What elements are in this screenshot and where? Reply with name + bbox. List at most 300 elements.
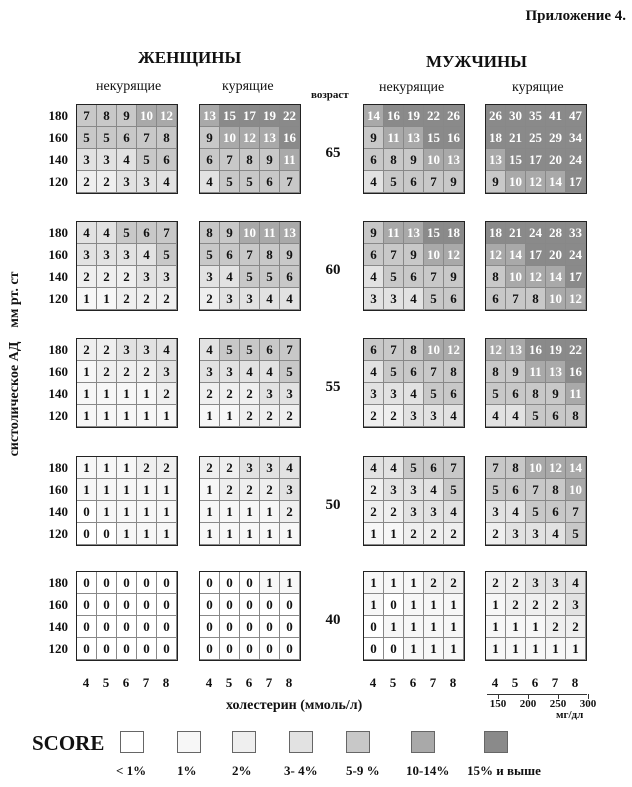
risk-cell: 4 xyxy=(200,171,220,193)
risk-cell: 0 xyxy=(77,594,97,616)
risk-cell: 8 xyxy=(260,244,280,266)
risk-cell: 10 xyxy=(526,457,546,479)
risk-cell: 2 xyxy=(384,405,404,427)
risk-cell: 1 xyxy=(77,405,97,427)
risk-cell: 0 xyxy=(97,594,117,616)
risk-cell: 1 xyxy=(220,523,240,545)
risk-cell: 2 xyxy=(137,361,157,383)
risk-cell: 0 xyxy=(157,616,177,638)
risk-cell: 6 xyxy=(364,339,384,361)
chol-mmol-label: 8 xyxy=(449,675,457,690)
risk-cell: 22 xyxy=(424,105,444,127)
risk-cell: 4 xyxy=(117,149,137,171)
risk-cell: 0 xyxy=(117,572,137,594)
risk-cell: 6 xyxy=(137,222,157,244)
risk-cell: 25 xyxy=(526,127,546,149)
risk-cell: 10 xyxy=(220,127,240,149)
risk-cell: 2 xyxy=(486,523,506,545)
risk-cell: 8 xyxy=(526,288,546,310)
risk-cell: 15 xyxy=(424,222,444,244)
risk-cell: 12 xyxy=(444,339,464,361)
risk-cell: 0 xyxy=(157,638,177,660)
women-smoking-label: курящие xyxy=(222,79,274,94)
risk-cell: 21 xyxy=(506,127,526,149)
risk-cell: 10 xyxy=(566,479,586,501)
risk-cell: 8 xyxy=(384,149,404,171)
risk-cell: 11 xyxy=(260,222,280,244)
risk-cell: 1 xyxy=(280,523,300,545)
risk-cell: 11 xyxy=(280,149,300,171)
risk-cell: 1 xyxy=(137,479,157,501)
risk-cell: 29 xyxy=(546,127,566,149)
chol-mmol-label: 4 xyxy=(491,675,499,690)
risk-cell: 6 xyxy=(546,501,566,523)
risk-cell: 18 xyxy=(486,222,506,244)
risk-cell: 1 xyxy=(117,479,137,501)
risk-cell: 5 xyxy=(486,479,506,501)
bp-label: 140 xyxy=(48,152,68,167)
risk-cell: 0 xyxy=(280,594,300,616)
risk-cell: 0 xyxy=(364,616,384,638)
risk-cell: 1 xyxy=(97,288,117,310)
men-nonsmoking-grid xyxy=(363,571,465,661)
risk-cell: 10 xyxy=(240,222,260,244)
risk-cell: 1 xyxy=(364,572,384,594)
risk-cell: 1 xyxy=(77,479,97,501)
risk-cell: 0 xyxy=(77,616,97,638)
risk-cell: 1 xyxy=(117,523,137,545)
risk-cell: 8 xyxy=(200,222,220,244)
risk-cell: 14 xyxy=(566,457,586,479)
chol-mmol-label: 6 xyxy=(122,675,130,690)
risk-cell: 5 xyxy=(424,288,444,310)
risk-cell: 1 xyxy=(117,383,137,405)
risk-cell: 0 xyxy=(220,572,240,594)
risk-cell: 3 xyxy=(77,244,97,266)
legend-swatch xyxy=(177,731,201,753)
risk-cell: 10 xyxy=(424,339,444,361)
risk-cell: 7 xyxy=(280,171,300,193)
risk-cell: 4 xyxy=(404,288,424,310)
risk-cell: 24 xyxy=(566,244,586,266)
risk-cell: 3 xyxy=(364,288,384,310)
risk-cell: 2 xyxy=(424,572,444,594)
risk-cell: 13 xyxy=(486,149,506,171)
risk-cell: 8 xyxy=(506,457,526,479)
risk-cell: 0 xyxy=(77,501,97,523)
risk-cell: 4 xyxy=(566,572,586,594)
men-nonsmoking-grid xyxy=(363,221,465,311)
risk-cell: 1 xyxy=(220,405,240,427)
risk-cell: 24 xyxy=(526,222,546,244)
risk-cell: 20 xyxy=(546,149,566,171)
risk-cell: 0 xyxy=(364,638,384,660)
risk-cell: 3 xyxy=(566,594,586,616)
risk-cell: 6 xyxy=(506,383,526,405)
bp-label: 180 xyxy=(48,225,68,240)
risk-cell: 9 xyxy=(200,127,220,149)
risk-cell: 6 xyxy=(444,383,464,405)
women-nonsmoking-label: некурящие xyxy=(96,79,162,94)
risk-cell: 6 xyxy=(424,457,444,479)
risk-cell: 2 xyxy=(137,457,157,479)
risk-cell: 5 xyxy=(97,127,117,149)
risk-cell: 8 xyxy=(546,479,566,501)
mg-axis-line xyxy=(487,694,587,695)
risk-cell: 6 xyxy=(200,149,220,171)
risk-cell: 8 xyxy=(444,361,464,383)
risk-cell: 12 xyxy=(240,127,260,149)
chol-mmol-label: 7 xyxy=(429,675,437,690)
risk-cell: 8 xyxy=(486,266,506,288)
risk-cell: 5 xyxy=(526,501,546,523)
women-smoking-grid xyxy=(199,104,301,194)
risk-cell: 1 xyxy=(444,616,464,638)
risk-cell: 9 xyxy=(506,361,526,383)
risk-cell: 33 xyxy=(566,222,586,244)
risk-cell: 24 xyxy=(566,149,586,171)
women-nonsmoking-grid xyxy=(76,104,178,194)
risk-cell: 13 xyxy=(404,222,424,244)
risk-cell: 6 xyxy=(260,339,280,361)
risk-cell: 0 xyxy=(240,638,260,660)
risk-cell: 7 xyxy=(137,127,157,149)
bp-label: 120 xyxy=(48,174,68,189)
chol-mmol-label: 5 xyxy=(225,675,233,690)
risk-cell: 21 xyxy=(506,222,526,244)
risk-cell: 14 xyxy=(546,171,566,193)
risk-cell: 11 xyxy=(566,383,586,405)
x-axis-label: холестерин (ммоль/л) xyxy=(226,698,363,713)
risk-cell: 0 xyxy=(220,616,240,638)
risk-cell: 3 xyxy=(424,405,444,427)
bp-label: 180 xyxy=(48,342,68,357)
risk-cell: 1 xyxy=(260,523,280,545)
risk-cell: 1 xyxy=(546,638,566,660)
risk-cell: 18 xyxy=(486,127,506,149)
risk-cell: 0 xyxy=(240,616,260,638)
risk-cell: 4 xyxy=(77,222,97,244)
risk-cell: 11 xyxy=(526,361,546,383)
risk-cell: 7 xyxy=(384,339,404,361)
risk-cell: 1 xyxy=(384,523,404,545)
risk-cell: 1 xyxy=(424,594,444,616)
risk-cell: 1 xyxy=(404,594,424,616)
risk-cell: 35 xyxy=(526,105,546,127)
risk-cell: 1 xyxy=(444,594,464,616)
risk-cell: 2 xyxy=(77,339,97,361)
risk-cell: 16 xyxy=(566,361,586,383)
risk-cell: 5 xyxy=(526,405,546,427)
risk-cell: 4 xyxy=(200,339,220,361)
risk-cell: 17 xyxy=(566,266,586,288)
men-smoking-label: курящие xyxy=(512,80,564,95)
legend-swatch xyxy=(484,731,508,753)
legend-label: 5-9 % xyxy=(346,763,380,778)
risk-cell: 0 xyxy=(280,638,300,660)
risk-cell: 41 xyxy=(546,105,566,127)
risk-cell: 7 xyxy=(424,266,444,288)
risk-cell: 2 xyxy=(97,266,117,288)
risk-cell: 1 xyxy=(97,479,117,501)
risk-cell: 1 xyxy=(117,501,137,523)
risk-cell: 12 xyxy=(444,244,464,266)
risk-cell: 8 xyxy=(404,339,424,361)
risk-cell: 1 xyxy=(200,523,220,545)
risk-cell: 3 xyxy=(157,266,177,288)
risk-cell: 5 xyxy=(566,523,586,545)
risk-cell: 10 xyxy=(424,244,444,266)
risk-cell: 17 xyxy=(526,244,546,266)
risk-cell: 2 xyxy=(137,288,157,310)
risk-cell: 12 xyxy=(566,288,586,310)
risk-cell: 4 xyxy=(384,457,404,479)
risk-cell: 1 xyxy=(404,616,424,638)
age-header: возраст xyxy=(311,89,349,101)
risk-cell: 1 xyxy=(157,523,177,545)
risk-cell: 5 xyxy=(200,244,220,266)
risk-cell: 3 xyxy=(137,339,157,361)
risk-cell: 3 xyxy=(260,383,280,405)
risk-cell: 1 xyxy=(97,383,117,405)
bp-label: 140 xyxy=(48,619,68,634)
risk-cell: 1 xyxy=(486,594,506,616)
risk-cell: 3 xyxy=(137,171,157,193)
risk-cell: 5 xyxy=(240,339,260,361)
risk-cell: 4 xyxy=(157,171,177,193)
bp-label: 120 xyxy=(48,526,68,541)
risk-cell: 4 xyxy=(444,501,464,523)
bp-label: 160 xyxy=(48,247,68,262)
chol-mg-label: 200 xyxy=(519,698,537,710)
risk-cell: 7 xyxy=(220,149,240,171)
risk-cell: 7 xyxy=(240,244,260,266)
risk-cell: 2 xyxy=(157,288,177,310)
risk-cell: 3 xyxy=(137,266,157,288)
risk-cell: 14 xyxy=(364,105,384,127)
risk-cell: 0 xyxy=(137,638,157,660)
risk-cell: 13 xyxy=(444,149,464,171)
risk-cell: 47 xyxy=(566,105,586,127)
risk-cell: 2 xyxy=(220,383,240,405)
risk-cell: 6 xyxy=(280,266,300,288)
risk-cell: 0 xyxy=(240,572,260,594)
risk-cell: 2 xyxy=(280,405,300,427)
risk-cell: 0 xyxy=(77,523,97,545)
women-header: ЖЕНЩИНЫ xyxy=(138,48,242,67)
bp-label: 160 xyxy=(48,597,68,612)
risk-cell: 6 xyxy=(157,149,177,171)
risk-cell: 9 xyxy=(404,244,424,266)
risk-cell: 5 xyxy=(280,361,300,383)
risk-cell: 0 xyxy=(137,572,157,594)
risk-cell: 1 xyxy=(77,288,97,310)
men-nonsmoking-grid xyxy=(363,338,465,428)
risk-cell: 10 xyxy=(424,149,444,171)
risk-cell: 2 xyxy=(157,383,177,405)
risk-cell: 6 xyxy=(117,127,137,149)
risk-cell: 13 xyxy=(200,105,220,127)
risk-cell: 6 xyxy=(404,361,424,383)
risk-cell: 14 xyxy=(506,244,526,266)
women-nonsmoking-grid xyxy=(76,571,178,661)
risk-cell: 1 xyxy=(97,405,117,427)
risk-cell: 2 xyxy=(364,479,384,501)
risk-cell: 2 xyxy=(77,171,97,193)
risk-cell: 5 xyxy=(117,222,137,244)
risk-cell: 17 xyxy=(240,105,260,127)
bp-label: 120 xyxy=(48,291,68,306)
risk-cell: 11 xyxy=(384,127,404,149)
risk-cell: 7 xyxy=(566,501,586,523)
appendix-label: Приложение 4. xyxy=(525,8,626,24)
risk-cell: 1 xyxy=(526,638,546,660)
risk-cell: 2 xyxy=(200,288,220,310)
risk-cell: 4 xyxy=(364,457,384,479)
risk-cell: 6 xyxy=(404,171,424,193)
legend-label: 1% xyxy=(177,763,197,778)
risk-cell: 7 xyxy=(384,244,404,266)
risk-cell: 0 xyxy=(260,616,280,638)
chol-mmol-label: 5 xyxy=(511,675,519,690)
risk-cell: 4 xyxy=(240,361,260,383)
risk-cell: 2 xyxy=(424,523,444,545)
risk-cell: 8 xyxy=(97,105,117,127)
risk-cell: 6 xyxy=(404,266,424,288)
risk-cell: 1 xyxy=(97,501,117,523)
risk-cell: 9 xyxy=(444,266,464,288)
risk-cell: 1 xyxy=(220,501,240,523)
risk-cell: 0 xyxy=(220,594,240,616)
risk-cell: 2 xyxy=(240,383,260,405)
risk-cell: 1 xyxy=(364,594,384,616)
risk-cell: 22 xyxy=(280,105,300,127)
risk-cell: 2 xyxy=(117,361,137,383)
risk-cell: 34 xyxy=(566,127,586,149)
risk-cell: 3 xyxy=(117,244,137,266)
risk-cell: 2 xyxy=(157,457,177,479)
risk-cell: 18 xyxy=(444,222,464,244)
legend-swatch xyxy=(289,731,313,753)
risk-cell: 3 xyxy=(424,501,444,523)
risk-cell: 0 xyxy=(77,572,97,594)
risk-cell: 10 xyxy=(137,105,157,127)
risk-cell: 8 xyxy=(486,361,506,383)
legend-swatch xyxy=(346,731,370,753)
chol-mmol-label: 8 xyxy=(285,675,293,690)
risk-cell: 3 xyxy=(384,288,404,310)
chol-mmol-label: 7 xyxy=(551,675,559,690)
risk-cell: 0 xyxy=(97,616,117,638)
risk-cell: 16 xyxy=(280,127,300,149)
risk-cell: 0 xyxy=(97,638,117,660)
risk-cell: 14 xyxy=(546,266,566,288)
risk-cell: 1 xyxy=(157,501,177,523)
risk-cell: 28 xyxy=(546,222,566,244)
risk-cell: 12 xyxy=(526,266,546,288)
risk-cell: 7 xyxy=(444,457,464,479)
risk-cell: 2 xyxy=(117,288,137,310)
risk-cell: 17 xyxy=(566,171,586,193)
risk-cell: 5 xyxy=(384,171,404,193)
risk-cell: 6 xyxy=(506,479,526,501)
risk-cell: 4 xyxy=(280,288,300,310)
risk-cell: 3 xyxy=(240,288,260,310)
risk-cell: 2 xyxy=(240,479,260,501)
chol-mmol-label: 4 xyxy=(82,675,90,690)
risk-cell: 19 xyxy=(404,105,424,127)
risk-cell: 1 xyxy=(486,616,506,638)
risk-cell: 10 xyxy=(506,171,526,193)
chol-mg-label: 150 xyxy=(489,698,507,710)
risk-cell: 1 xyxy=(486,638,506,660)
risk-cell: 0 xyxy=(240,594,260,616)
men-smoking-grid xyxy=(485,571,587,661)
risk-cell: 1 xyxy=(77,361,97,383)
risk-cell: 2 xyxy=(220,479,240,501)
risk-cell: 12 xyxy=(546,457,566,479)
risk-cell: 1 xyxy=(240,501,260,523)
risk-cell: 13 xyxy=(260,127,280,149)
risk-cell: 0 xyxy=(260,638,280,660)
chol-mmol-label: 6 xyxy=(531,675,539,690)
risk-cell: 16 xyxy=(444,127,464,149)
risk-cell: 0 xyxy=(384,594,404,616)
risk-cell: 1 xyxy=(384,616,404,638)
risk-cell: 4 xyxy=(260,361,280,383)
risk-cell: 0 xyxy=(117,638,137,660)
risk-cell: 6 xyxy=(364,149,384,171)
risk-cell: 2 xyxy=(200,457,220,479)
risk-cell: 2 xyxy=(260,479,280,501)
risk-cell: 7 xyxy=(280,339,300,361)
bp-label: 140 xyxy=(48,504,68,519)
risk-cell: 0 xyxy=(117,594,137,616)
risk-cell: 1 xyxy=(506,638,526,660)
chol-mmol-label: 5 xyxy=(389,675,397,690)
risk-cell: 0 xyxy=(260,594,280,616)
risk-cell: 1 xyxy=(260,501,280,523)
risk-cell: 0 xyxy=(200,594,220,616)
risk-cell: 4 xyxy=(506,405,526,427)
risk-cell: 3 xyxy=(384,383,404,405)
legend-label: 3- 4% xyxy=(284,763,318,778)
risk-cell: 3 xyxy=(157,361,177,383)
risk-cell: 1 xyxy=(260,572,280,594)
risk-cell: 12 xyxy=(157,105,177,127)
risk-cell: 7 xyxy=(526,479,546,501)
risk-cell: 0 xyxy=(77,638,97,660)
risk-cell: 1 xyxy=(506,616,526,638)
bp-label: 180 xyxy=(48,575,68,590)
women-nonsmoking-grid xyxy=(76,456,178,546)
risk-cell: 2 xyxy=(280,501,300,523)
risk-cell: 1 xyxy=(404,572,424,594)
risk-cell: 16 xyxy=(384,105,404,127)
risk-cell: 5 xyxy=(384,266,404,288)
chol-mmol-label: 8 xyxy=(162,675,170,690)
risk-cell: 2 xyxy=(506,572,526,594)
risk-cell: 5 xyxy=(240,171,260,193)
risk-cell: 3 xyxy=(200,361,220,383)
women-nonsmoking-grid xyxy=(76,221,178,311)
risk-cell: 4 xyxy=(260,288,280,310)
risk-cell: 13 xyxy=(506,339,526,361)
risk-cell: 10 xyxy=(506,266,526,288)
risk-cell: 3 xyxy=(546,572,566,594)
risk-cell: 20 xyxy=(546,244,566,266)
risk-cell: 26 xyxy=(444,105,464,127)
